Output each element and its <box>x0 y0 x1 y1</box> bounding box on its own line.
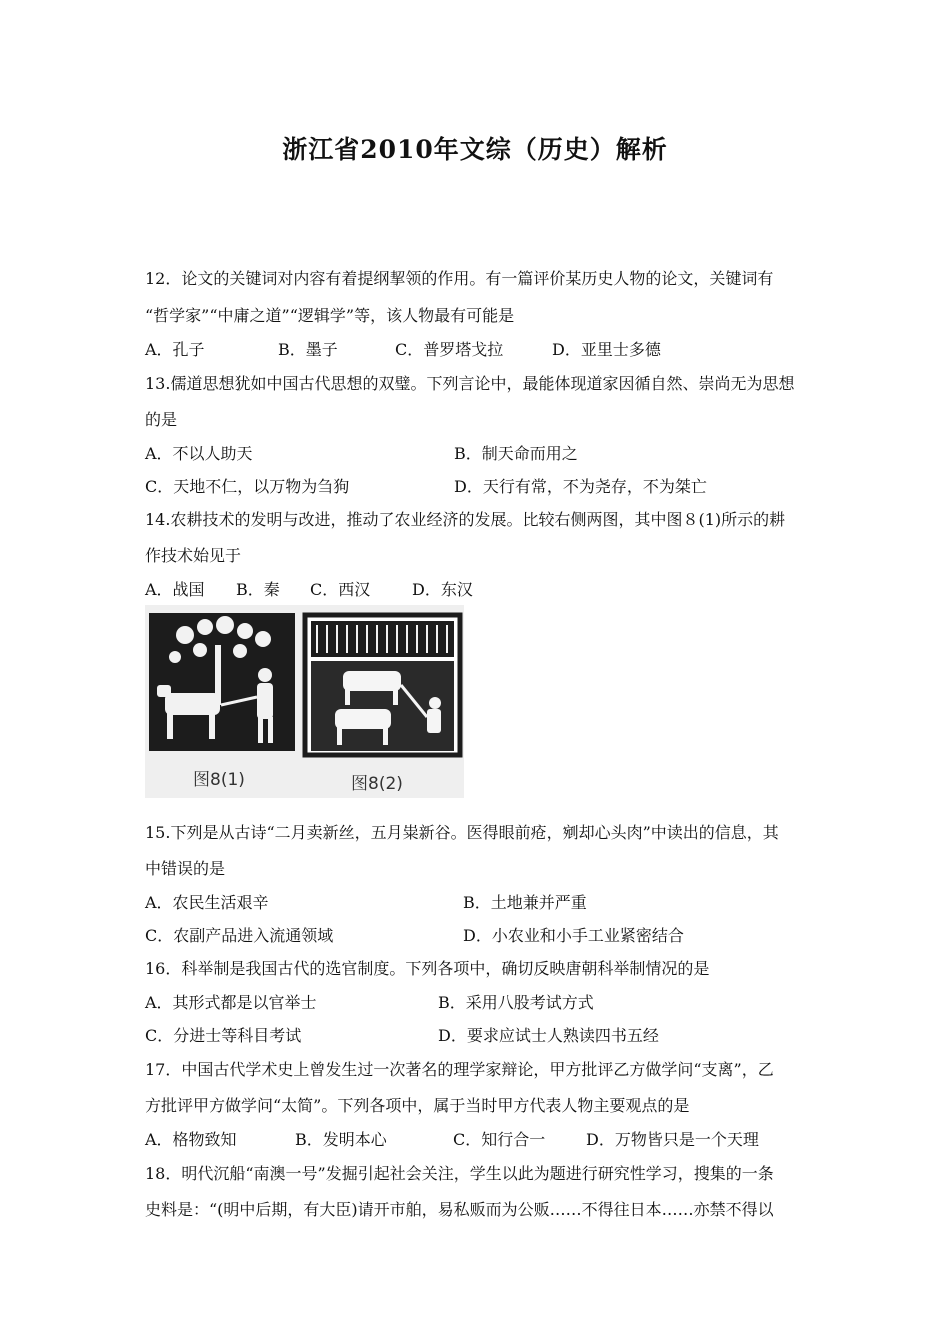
question-15-option-a: A．农民生活艰辛 <box>145 893 269 912</box>
question-12-option-d: D．亚里士多德 <box>552 340 661 359</box>
question-13-stem-line-1: 13.儒道思想犹如中国古代思想的双璧。下列言论中，最能体现道家因循自然、崇尚无为思想 <box>145 374 795 393</box>
question-18-stem-line-1: 18．明代沉船“南澳一号”发掘引起社会关注，学生以此为题进行研究性学习，搜集的一条 <box>145 1164 774 1183</box>
question-13-option-b: B．制天命而用之 <box>454 444 578 463</box>
question-15-option-c: C．农副产品进入流通领域 <box>145 926 334 945</box>
question-14-option-d: D．东汉 <box>412 580 473 599</box>
figure-8-1-caption: 图8(1) <box>193 770 245 790</box>
question-16-option-b: B．采用八股考试方式 <box>438 993 594 1012</box>
question-14-stem-line-1: 14.农耕技术的发明与改进，推动了农业经济的发展。比较右侧两图，其中图８(1)所示的耕 <box>145 510 786 529</box>
question-14-stem-line-2: 作技术始见于 <box>145 546 242 565</box>
question-13-option-d: D．天行有常，不为尧存，不为桀亡 <box>454 477 707 496</box>
page-title: 浙江省2010年文综（历史）解析 <box>282 135 668 164</box>
question-17-stem-line-1: 17．中国古代学术史上曾发生过一次著名的理学家辩论，甲方批评乙方做学问“支离”，乙 <box>145 1060 774 1079</box>
question-13-stem-line-2: 的是 <box>145 410 178 429</box>
question-17-option-b: B．发明本心 <box>295 1130 387 1149</box>
question-17-option-d: D．万物皆只是一个天理 <box>586 1130 759 1149</box>
question-17-option-c: C．知行合一 <box>453 1130 546 1149</box>
question-17-stem-line-2: 方批评甲方做学问“太简”。下列各项中，属于当时甲方代表人物主要观点的是 <box>145 1096 690 1115</box>
figure-8-2-band <box>311 621 454 657</box>
question-16-stem-line-1: 16．科举制是我国古代的选官制度。下列各项中，确切反映唐朝科举制情况的是 <box>145 959 710 978</box>
question-17-option-a: A．格物致知 <box>145 1130 237 1149</box>
question-16-option-c: C．分进士等科目考试 <box>145 1026 302 1045</box>
figure-8-images <box>145 605 464 798</box>
question-12-stem-line-2: “哲学家”“中庸之道”“逻辑学”等，该人物最有可能是 <box>145 306 515 325</box>
question-12-option-c: C．普罗塔戈拉 <box>395 340 504 359</box>
question-15-option-b: B．土地兼并严重 <box>463 893 587 912</box>
figure-8-svg <box>145 605 464 798</box>
question-15-stem-line-2: 中错误的是 <box>145 859 226 878</box>
question-15-option-d: D．小农业和小手工业紧密结合 <box>463 926 684 945</box>
question-16-option-a: A．其形式都是以官举士 <box>145 993 317 1012</box>
question-15-stem-line-1: 15.下列是从古诗“二月卖新丝，五月粜新谷。医得眼前疮，剜却心头肉”中读出的信息，其 <box>145 823 779 842</box>
question-12-option-a: A．孔子 <box>145 340 205 359</box>
question-18-stem-line-2: 史料是：“(明中后期，有大臣)请开市舶，易私贩而为公贩……不得往日本……亦禁不得以 <box>145 1200 774 1219</box>
question-14-option-b: B．秦 <box>236 580 280 599</box>
question-13-option-a: A．不以人助天 <box>145 444 253 463</box>
question-14-option-c: C．西汉 <box>310 580 371 599</box>
question-16-option-d: D．要求应试士人熟读四书五经 <box>438 1026 659 1045</box>
question-12-option-b: B．墨子 <box>278 340 338 359</box>
question-14-option-a: A．战国 <box>145 580 205 599</box>
figure-8-2-caption: 图8(2) <box>351 774 403 794</box>
question-13-option-c: C．天地不仁，以万物为刍狗 <box>145 477 350 496</box>
question-12-stem-line-1: 12．论文的关键词对内容有着提纲挈领的作用。有一篇评价某历史人物的论文，关键词有 <box>145 269 774 288</box>
